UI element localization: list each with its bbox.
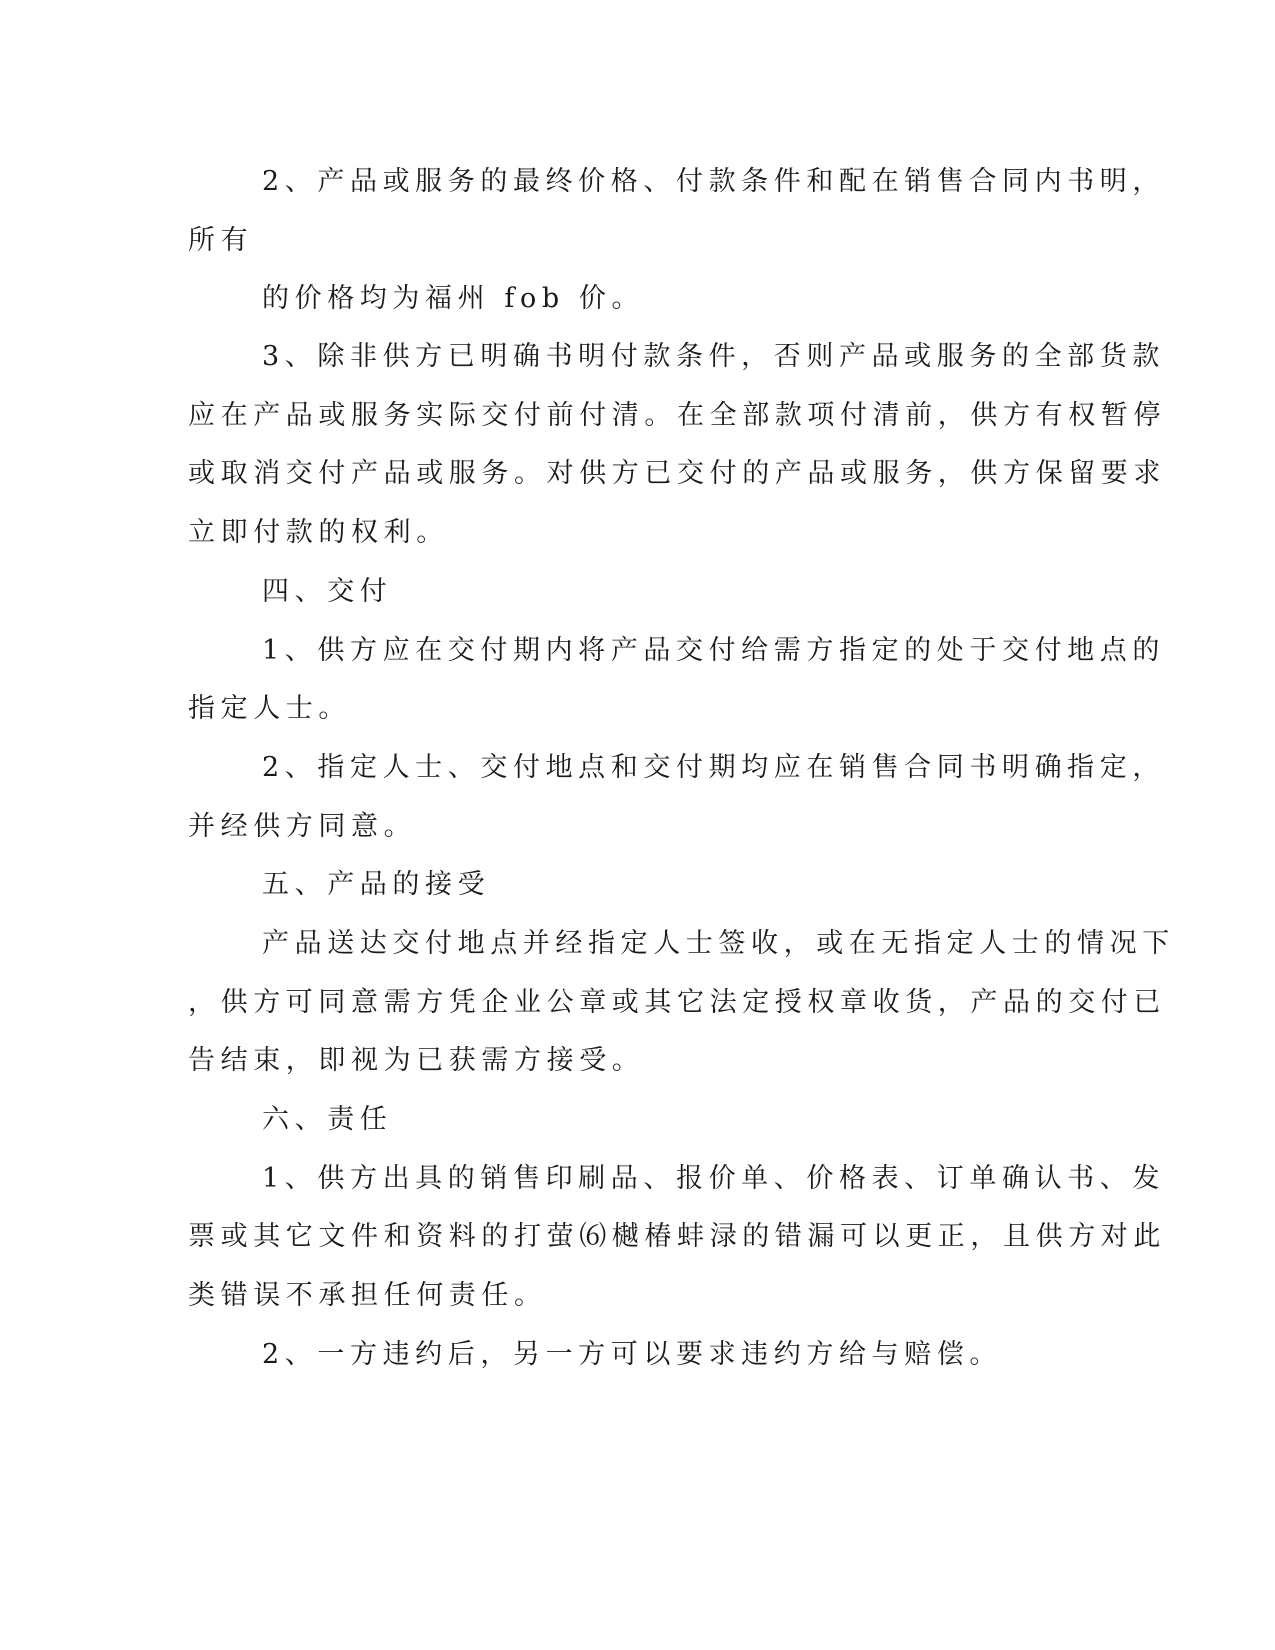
paragraph-line: 所有	[188, 225, 254, 256]
paragraph-line: 或取消交付产品或服务。对供方已交付的产品或服务，供方保留要求	[188, 458, 1166, 489]
paragraph-line: 告结束，即视为已获需方接受。	[188, 1045, 645, 1076]
section-heading: 五、产品的接受	[262, 869, 491, 900]
paragraph-line: 票或其它文件和资料的打萤⑹樾椿蚌渌的错漏可以更正，且供方对此	[188, 1221, 1166, 1252]
section-heading: 四、交付	[262, 576, 393, 607]
paragraph-line: 应在产品或服务实际交付前付清。在全部款项付清前，供方有权暂停	[188, 400, 1166, 431]
paragraph-line: 2、指定人士、交付地点和交付期均应在销售合同书明确指定，	[262, 752, 1165, 783]
paragraph-line: 2、产品或服务的最终价格、付款条件和配在销售合同内书明，	[262, 166, 1165, 197]
paragraph-line: 1、供方出具的销售印刷品、报价单、价格表、订单确认书、发	[262, 1163, 1165, 1194]
paragraph-line: 指定人士。	[188, 693, 351, 724]
paragraph-line: 产品送达交付地点并经指定人士签收，或在无指定人士的情况下	[262, 928, 1175, 959]
paragraph-line: 3、除非供方已明确书明付款条件，否则产品或服务的全部货款	[262, 341, 1165, 372]
paragraph-line: 1、供方应在交付期内将产品交付给需方指定的处于交付地点的	[262, 635, 1165, 666]
paragraph-line: ，供方可同意需方凭企业公章或其它法定授权章收货，产品的交付已	[188, 987, 1166, 1018]
paragraph-line: 并经供方同意。	[188, 811, 417, 842]
paragraph-line: 的价格均为福州 fob 价。	[262, 283, 645, 314]
paragraph-line: 立即付款的权利。	[188, 517, 449, 548]
section-heading: 六、责任	[262, 1104, 393, 1135]
paragraph-line: 2、一方违约后，另一方可以要求违约方给与赔偿。	[262, 1339, 1002, 1370]
paragraph-line: 类错误不承担任何责任。	[188, 1280, 547, 1311]
